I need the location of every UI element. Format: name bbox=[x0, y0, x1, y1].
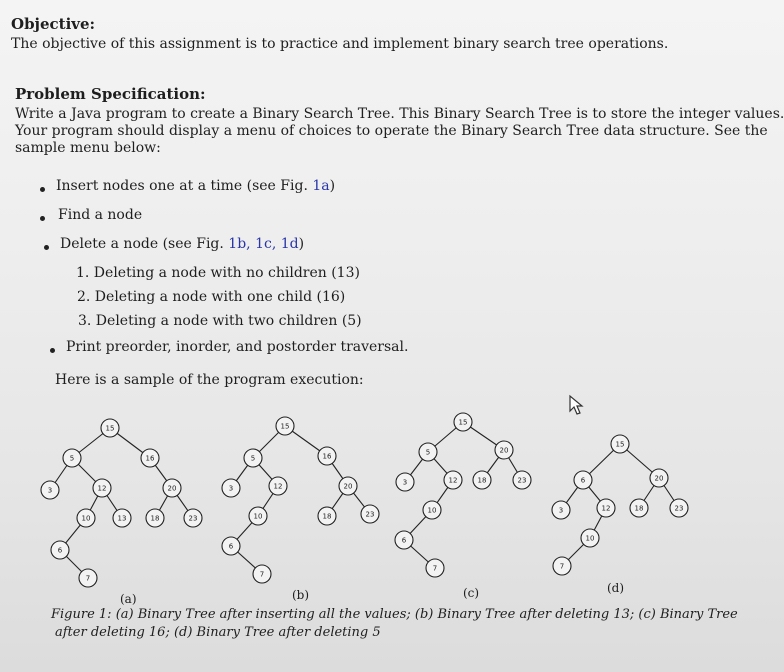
objective-text: The objective of this assignment is to practice and implement binary search tree operations. bbox=[11, 36, 669, 52]
tree-node bbox=[318, 507, 336, 525]
tree-node bbox=[93, 479, 111, 497]
tree-node-label: 6 bbox=[401, 536, 407, 545]
tree-node bbox=[253, 565, 271, 583]
tree-node-label: 20 bbox=[343, 482, 353, 491]
tree-node-label: 5 bbox=[250, 454, 256, 463]
tree-node-label: 18 bbox=[150, 514, 160, 523]
sample-text: Here is a sample of the program execution: bbox=[55, 372, 364, 388]
tree-node-label: 15 bbox=[105, 424, 115, 433]
tree-node-label: 3 bbox=[558, 506, 564, 515]
tree-node-label: 10 bbox=[81, 514, 91, 523]
tree-node bbox=[444, 471, 462, 489]
tree-node-label: 20 bbox=[499, 446, 509, 455]
spec-line-3: sample menu below: bbox=[15, 140, 161, 156]
tree-node bbox=[222, 537, 240, 555]
tree-node-label: 23 bbox=[188, 514, 198, 523]
tree-node bbox=[597, 499, 615, 517]
tree-node bbox=[454, 413, 472, 431]
tree-node bbox=[318, 447, 336, 465]
bullet-icon bbox=[50, 348, 55, 353]
tree-node-label: 5 bbox=[425, 448, 431, 457]
tree-node bbox=[184, 509, 202, 527]
fig-ref-delete: 1b, 1c, 1d bbox=[228, 236, 299, 252]
tree-node bbox=[574, 471, 592, 489]
tree-node bbox=[146, 509, 164, 527]
tree-node-label: 10 bbox=[253, 512, 263, 521]
tree-node-label: 7 bbox=[432, 564, 438, 573]
tree-node-label: 3 bbox=[402, 478, 408, 487]
tree-node bbox=[670, 499, 688, 517]
objective-heading: Objective: bbox=[11, 15, 96, 33]
tree-node bbox=[581, 529, 599, 547]
tree-node-label: 18 bbox=[322, 512, 332, 521]
fig-ref-1a: 1a bbox=[312, 178, 330, 194]
tree-node bbox=[396, 473, 414, 491]
menu-delete bbox=[60, 236, 304, 252]
tree-node-label: 7 bbox=[259, 570, 265, 579]
fig-label-b: (b) bbox=[292, 588, 310, 602]
tree-node bbox=[113, 509, 131, 527]
tree-node bbox=[513, 471, 531, 489]
tree-node bbox=[141, 449, 159, 467]
tree-node bbox=[222, 479, 240, 497]
tree-node bbox=[41, 481, 59, 499]
figure-trees bbox=[0, 400, 700, 600]
tree-node bbox=[630, 499, 648, 517]
tree-node bbox=[244, 449, 262, 467]
tree-node-label: 18 bbox=[634, 504, 644, 513]
tree-node-label: 15 bbox=[280, 422, 290, 431]
tree-node bbox=[339, 477, 357, 495]
delete-case-3: 3. Deleting a node with two children (5) bbox=[78, 313, 362, 329]
tree-node-label: 3 bbox=[228, 484, 234, 493]
fig-label-c: (c) bbox=[463, 586, 480, 600]
spec-heading: Problem Specification: bbox=[15, 85, 206, 103]
delete-case-2: 2. Deleting a node with one child (16) bbox=[77, 289, 346, 305]
menu-insert bbox=[56, 178, 335, 194]
tree-node bbox=[395, 531, 413, 549]
tree-node-label: 6 bbox=[57, 546, 63, 555]
tree-node-label: 6 bbox=[228, 542, 234, 551]
tree-node bbox=[419, 443, 437, 461]
bullet-icon bbox=[40, 187, 45, 192]
tree-node bbox=[249, 507, 267, 525]
tree-node-label: 15 bbox=[615, 440, 625, 449]
tree-node bbox=[650, 469, 668, 487]
tree-node bbox=[552, 501, 570, 519]
tree-node-label: 7 bbox=[85, 574, 91, 583]
tree-node bbox=[361, 505, 379, 523]
tree-node-label: 12 bbox=[273, 482, 283, 491]
spec-line-2: Your program should display a menu of choices to operate the Binary Search Tree data structure. See the bbox=[15, 123, 768, 139]
tree-node-label: 16 bbox=[145, 454, 155, 463]
menu-find: Find a node bbox=[58, 207, 143, 223]
tree-node-label: 16 bbox=[322, 452, 332, 461]
fig-label-d: (d) bbox=[607, 581, 625, 595]
tree-node bbox=[51, 541, 69, 559]
tree-node-label: 23 bbox=[674, 504, 684, 513]
tree-node-label: 15 bbox=[458, 418, 468, 427]
tree-node-label: 23 bbox=[517, 476, 527, 485]
menu-print: Print preorder, inorder, and postorder traversal. bbox=[66, 339, 409, 355]
tree-node-label: 5 bbox=[69, 454, 75, 463]
bullet-icon bbox=[40, 216, 45, 221]
tree-node-label: 6 bbox=[580, 476, 586, 485]
tree-node-label: 18 bbox=[477, 476, 487, 485]
menu-insert-end: ) bbox=[329, 178, 336, 194]
tree-node bbox=[276, 417, 294, 435]
tree-node-label: 20 bbox=[654, 474, 664, 483]
menu-delete-text: Delete a node (see Fig. bbox=[60, 236, 229, 252]
tree-node bbox=[163, 479, 181, 497]
tree-node-label: 13 bbox=[117, 514, 127, 523]
fig-label-a: (a) bbox=[120, 592, 137, 606]
tree-node bbox=[611, 435, 629, 453]
bullet-icon bbox=[44, 245, 49, 250]
spec-line-1: Write a Java program to create a Binary Search Tree. This Binary Search Tree is to store the integer values. bbox=[15, 106, 784, 122]
tree-node-label: 3 bbox=[47, 486, 53, 495]
figure-caption-line-1: Figure 1: (a) Binary Tree after inserting all the values; (b) Binary Tree after deleting 13; (c) Binary Tree bbox=[51, 607, 738, 622]
tree-node bbox=[77, 509, 95, 527]
figure-caption-line-2: after deleting 16; (d) Binary Tree after deleting 5 bbox=[55, 625, 381, 640]
tree-node bbox=[79, 569, 97, 587]
delete-case-1: 1. Deleting a node with no children (13) bbox=[76, 265, 360, 281]
menu-delete-end: ) bbox=[298, 236, 305, 252]
tree-node-label: 12 bbox=[601, 504, 611, 513]
tree-node-label: 20 bbox=[167, 484, 177, 493]
tree-node bbox=[426, 559, 444, 577]
menu-insert-text: Insert nodes one at a time (see Fig. bbox=[56, 178, 313, 194]
tree-node-label: 23 bbox=[365, 510, 375, 519]
tree-node bbox=[473, 471, 491, 489]
tree-node bbox=[63, 449, 81, 467]
tree-node-label: 7 bbox=[559, 562, 565, 571]
tree-node bbox=[553, 557, 571, 575]
tree-node bbox=[101, 419, 119, 437]
tree-node bbox=[495, 441, 513, 459]
tree-node-label: 12 bbox=[97, 484, 107, 493]
tree-node bbox=[269, 477, 287, 495]
tree-node bbox=[423, 501, 441, 519]
tree-node-label: 12 bbox=[448, 476, 458, 485]
tree-node-label: 10 bbox=[427, 506, 437, 515]
tree-node-label: 10 bbox=[585, 534, 595, 543]
